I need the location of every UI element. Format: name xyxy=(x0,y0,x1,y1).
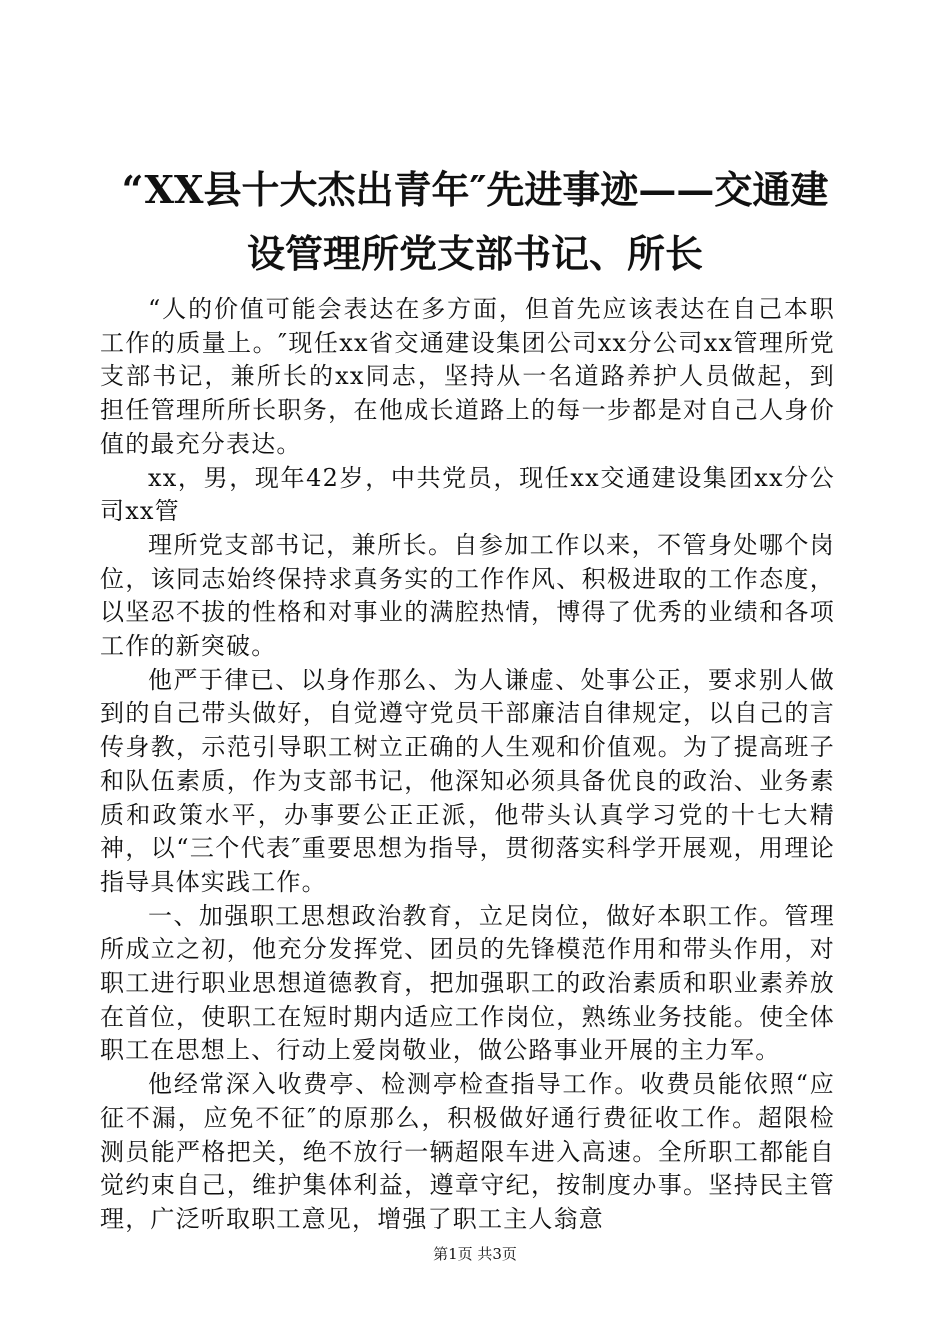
title-line-2: 设管理所党支部书记、所长 xyxy=(246,231,703,276)
title-line-1: “XX县十大杰出青年″先进事迹——交通建 xyxy=(121,167,829,212)
paragraph: 他经常深入收费亭、检测亭检查指导工作。收费员能依照“应征不漏，应免不征″的原那么，积极做好通行费征收工作。超限检测员能严格把关，绝不放行一辆超限车进入高速。全所职工都能自觉约束自己，维护集体利益，遵章守纪，按制度办事。坚持民主管理，广泛听取职工意见，增强了职工主人翁意 xyxy=(100,1070,835,1233)
document-body xyxy=(100,293,835,1237)
paragraph: 一、加强职工思想政治教育，立足岗位，做好本职工作。管理所成立之初，他充分发挥党、团员的先锋模范作用和带头作用，对职工进行职业思想道德教育，把加强职工的政治素质和职业素养放在首位，使职工在短时期内适应工作岗位，熟练业务技能。使全体职工在思想上、行动上爱岗敬业，做公路事业开展的主力军。 xyxy=(100,901,835,1065)
paragraph: 他严于律已、以身作那么、为人谦虚、处事公正，要求别人做到的自己带头做好，自觉遵守党员干部廉洁自律规定，以自己的言传身教，示范引导职工树立正确的人生观和价值观。为了提高班子和队伍素质，作为支部书记，他深知必须具备优良的政治、业务素质和政策水平，办事要公正正派，他带头认真学习党的十七大精神，以“三个代表″重要思想为指导，贯彻落实科学开展观，用理论指导具体实践工作。 xyxy=(100,665,835,896)
paragraph: 理所党支部书记，兼所长。自参加工作以来，不管身处哪个岗位，该同志始终保持求真务实的工作作风、积极进取的工作态度，以坚忍不拔的性格和对事业的满腔热情，博得了优秀的业绩和各项工作的新突破。 xyxy=(100,530,835,661)
paragraph: xx，男，现年42岁，中共党员，现任xx交通建设集团xx分公司xx管 xyxy=(100,463,835,526)
paragraph: “人的价值可能会表达在多方面，但首先应该表达在自己本职工作的质量上。″现任xx省交通建设集团公司xx分公司xx管理所党支部书记，兼所长的xx同志，坚持从一名道路养护人员做起，到担任管理所所长职务，在他成长道路上的每一步都是对自己人身价值的最充分表达。 xyxy=(100,295,835,458)
page-footer: 第1页 共3页 xyxy=(433,1245,517,1263)
document-title xyxy=(100,158,850,286)
